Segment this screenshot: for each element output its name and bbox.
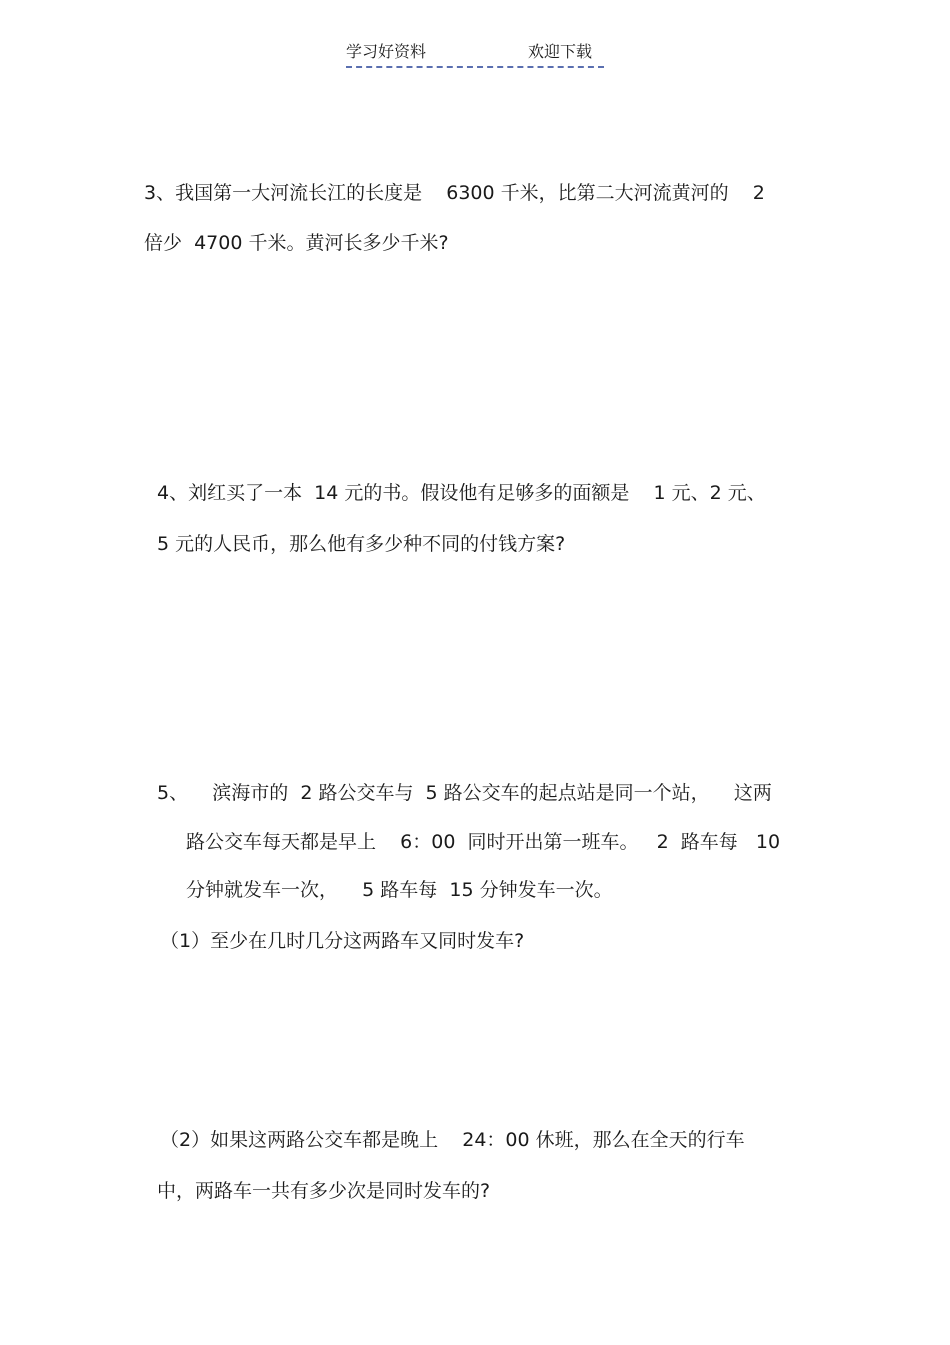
question-4-line-2: 5 元的人民币，那么他有多少种不同的付钱方案? [157, 533, 566, 555]
question-3-line-1: 3、我国第一大河流长江的长度是 6300 千米，比第二大河流黄河的 2 [144, 182, 765, 204]
question-3-line-2: 倍少 4700 千米。黄河长多少千米? [144, 232, 449, 254]
page-header [346, 40, 604, 68]
question-5-sub-2-line-2: 中，两路车一共有多少次是同时发车的? [157, 1180, 491, 1202]
header-right-text: 欢迎下载 [528, 42, 593, 61]
question-5-sub-2-line-1: （2）如果这两路公交车都是晚上 24：00 休班，那么在全天的行车 [160, 1129, 745, 1151]
header-left-text: 学习好资料 [346, 42, 427, 61]
question-5-line-3: 分钟就发车一次， 5 路车每 15 分钟发车一次。 [186, 879, 613, 901]
question-5-line-2: 路公交车每天都是早上 6：00 同时开出第一班车。 2 路车每 10 [186, 831, 781, 853]
question-4-line-1: 4、刘红买了一本 14 元的书。假设他有足够多的面额是 1 元、2 元、 [157, 482, 766, 504]
question-5-line-1: 5、 滨海市的 2 路公交车与 5 路公交车的起点站是同一个站， 这两 [157, 782, 772, 804]
question-5-sub-1: （1）至少在几时几分这两路车又同时发车? [160, 930, 525, 952]
